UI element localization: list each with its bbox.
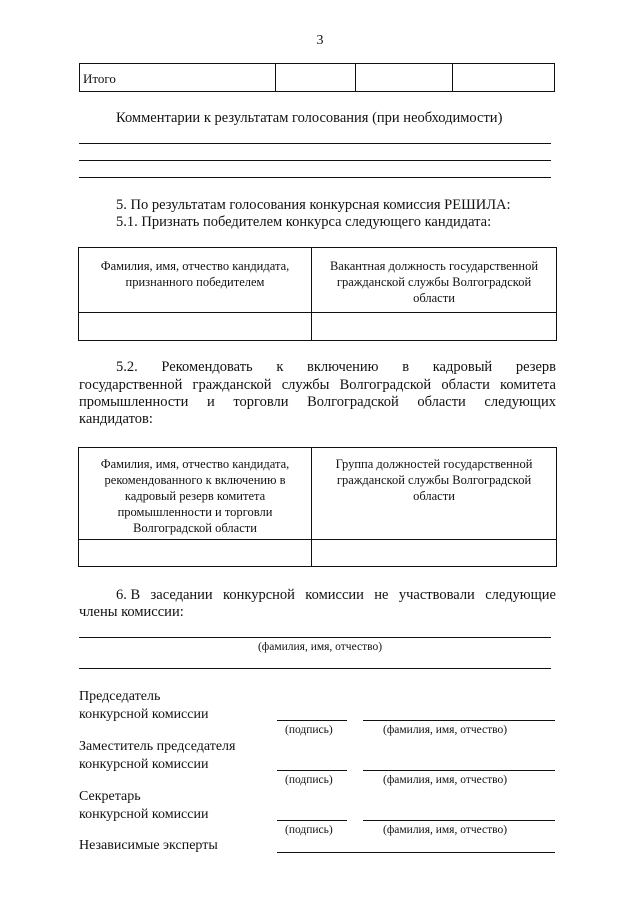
itogo-col-separator xyxy=(275,64,276,91)
secretary-label-2: конкурсной комиссии xyxy=(79,807,209,822)
fio-caption: (фамилия, имя, отчество) xyxy=(257,641,383,653)
table-row-separator xyxy=(79,539,556,540)
signature-line xyxy=(277,820,347,821)
comments-heading: Комментарии к результатам голосования (при необходимости) xyxy=(116,110,503,126)
section5-2-line3 xyxy=(79,394,556,411)
sign-caption: (подпись) xyxy=(285,774,333,786)
itogo-col-separator xyxy=(355,64,356,91)
fio-caption: (фамилия, имя, отчество) xyxy=(383,774,508,786)
table-col-separator xyxy=(311,248,312,340)
section6-line1 xyxy=(116,587,556,604)
deputy-label-1: Заместитель председателя xyxy=(79,739,236,754)
word: торговли xyxy=(233,394,289,410)
deputy-label-2: конкурсной комиссии xyxy=(79,757,209,772)
winner-table-header-position: Вакантная должность государственной гражданской службы Волгоградской области xyxy=(329,259,539,305)
fio-line xyxy=(363,820,555,821)
experts-label: Независимые эксперты xyxy=(79,838,218,853)
sign-caption: (подпись) xyxy=(285,724,333,736)
reserve-table xyxy=(78,447,557,567)
word: Рекомендовать xyxy=(161,359,253,375)
chairman-label-2: конкурсной комиссии xyxy=(79,707,209,722)
winner-table-header-fio: Фамилия, имя, отчество кандидата, признанного победителем xyxy=(100,259,290,289)
word: не xyxy=(374,587,389,603)
word: в xyxy=(402,359,410,375)
signature-line xyxy=(277,720,347,721)
reserve-table-header-fio: Фамилия, имя, отчество кандидата, рекомендованного к включению в кадровый резерв комитета промышленности и торговли Волгоградской области xyxy=(100,457,290,535)
word: участвовали xyxy=(398,587,475,603)
itogo-label: Итого xyxy=(83,71,116,86)
itogo-col-separator xyxy=(452,64,453,91)
comments-line xyxy=(79,177,551,178)
word: заседании xyxy=(150,587,213,603)
section5-2-line4: кандидатов: xyxy=(79,411,153,427)
section5-2-line2: государственной гражданской службы Волгоградской области комитета xyxy=(79,377,556,393)
comments-line xyxy=(79,143,551,144)
word: следующих xyxy=(484,394,556,410)
word: следующие xyxy=(485,587,556,603)
word: резерв xyxy=(515,359,556,375)
section5-1-winner: 5.1. Признать победителем конкурса следующего кандидата: xyxy=(116,214,492,230)
sign-caption: (подпись) xyxy=(285,824,333,836)
comments-line xyxy=(79,160,551,161)
reserve-table-header-group: Группа должностей государственной гражданской службы Волгоградской области xyxy=(335,457,533,503)
signature-line xyxy=(277,770,347,771)
section5-decision: 5. По результатам голосования конкурсная комиссия РЕШИЛА: xyxy=(116,197,511,213)
fio-line xyxy=(363,770,555,771)
fio-caption: (фамилия, имя, отчество) xyxy=(383,724,508,736)
word: 5.2. xyxy=(116,359,138,375)
section5-2-line1 xyxy=(116,359,556,376)
word: промышленности xyxy=(79,394,189,410)
word: комиссии xyxy=(305,587,364,603)
secretary-label-1: Секретарь xyxy=(79,789,141,804)
word: области xyxy=(417,394,466,410)
experts-line xyxy=(277,852,555,853)
word: и xyxy=(207,394,215,410)
word: Волгоградской xyxy=(307,394,399,410)
itogo-table xyxy=(79,63,555,92)
word: конкурсной xyxy=(223,587,295,603)
table-col-separator xyxy=(311,448,312,566)
winner-table xyxy=(78,247,557,341)
page-number: 3 xyxy=(316,33,324,48)
absent-members-line xyxy=(79,637,551,638)
section6-line2: члены комиссии: xyxy=(79,604,184,620)
fio-line xyxy=(363,720,555,721)
table-row-separator xyxy=(79,312,556,313)
word: к xyxy=(276,359,284,375)
word: включению xyxy=(307,359,379,375)
fio-caption: (фамилия, имя, отчество) xyxy=(383,824,508,836)
word: кадровый xyxy=(432,359,493,375)
absent-members-line xyxy=(79,668,551,669)
word: 6. В xyxy=(116,587,141,603)
chairman-label-1: Председатель xyxy=(79,689,161,704)
